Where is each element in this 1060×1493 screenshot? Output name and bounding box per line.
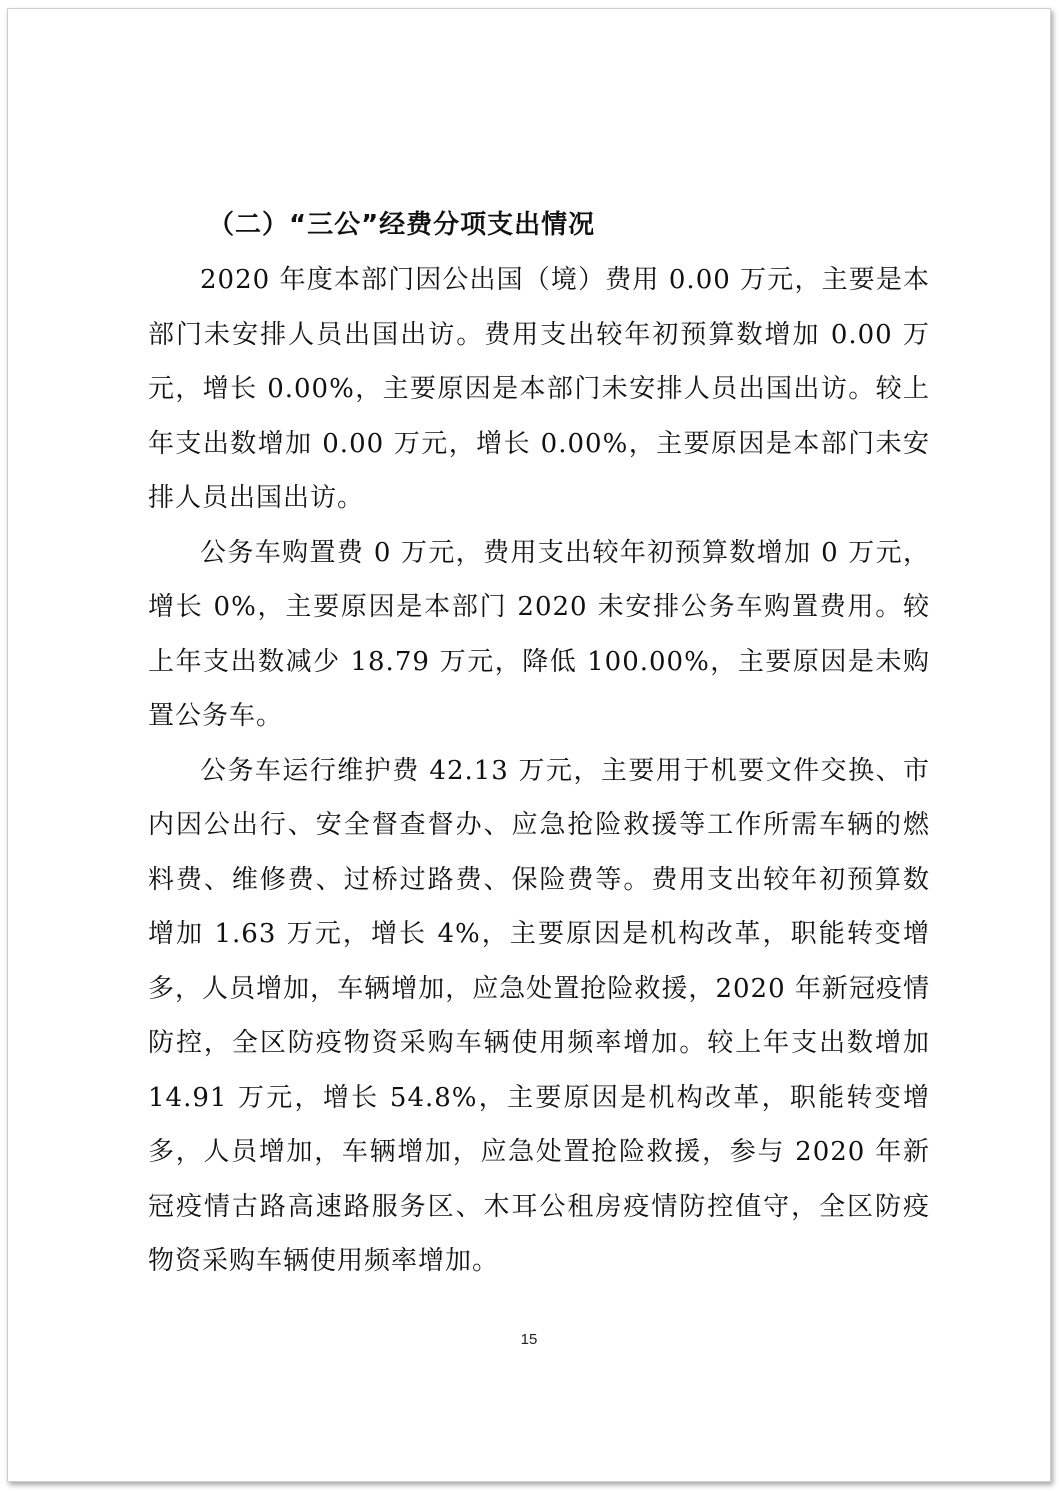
page-number: 15 [520, 1331, 538, 1348]
document-page [7, 8, 1051, 1482]
page-content [148, 197, 930, 1289]
section-heading: （二）“三公”经费分项支出情况 [208, 210, 596, 240]
paragraph-vehicle-purchase: 公务车购置费 0 万元，费用支出较年初预算数增加 0 万元，增长 0%，主要原因是本部门 2020 未安排公务车购置费用。较上年支出数减少 18.79 万元，降低 100.00%，主要原因是未购置公务车。 [148, 537, 930, 731]
paragraph-vehicle-maintenance: 公务车运行维护费 42.13 万元，主要用于机要文件交换、市内因公出行、安全督查督办、应急抢险救援等工作所需车辆的燃料费、维修费、过桥过路费、保险费等。费用支出较年初预算数增加 1.63 万元，增长 4%，主要原因是机构改革，职能转变增多，人员增加，车辆增加，应急处置抢险救援，2020 年新冠疫情防控，全区防疫物资采购车辆使用频率增加。较上年支出数增加 14.91 万元，增长 54.8%，主要原因是机构改革，职能转变增多，人员增加，车辆增加，应急处置抢险救援，参与 2020 年新冠疫情古路高速路服务区、木耳公租房疫情防控值守，全区防疫物资采购车辆使用频率增加。 [148, 755, 930, 1276]
paragraph-outbound-travel: 2020 年度本部门因公出国（境）费用 0.00 万元，主要是本部门未安排人员出国出访。费用支出较年初预算数增加 0.00 万元，增长 0.00%，主要原因是本部门未安排人员出国出访。较上年支出数增加 0.00 万元，增长 0.00%，主要原因是本部门未安排人员出国出访。 [148, 265, 930, 513]
